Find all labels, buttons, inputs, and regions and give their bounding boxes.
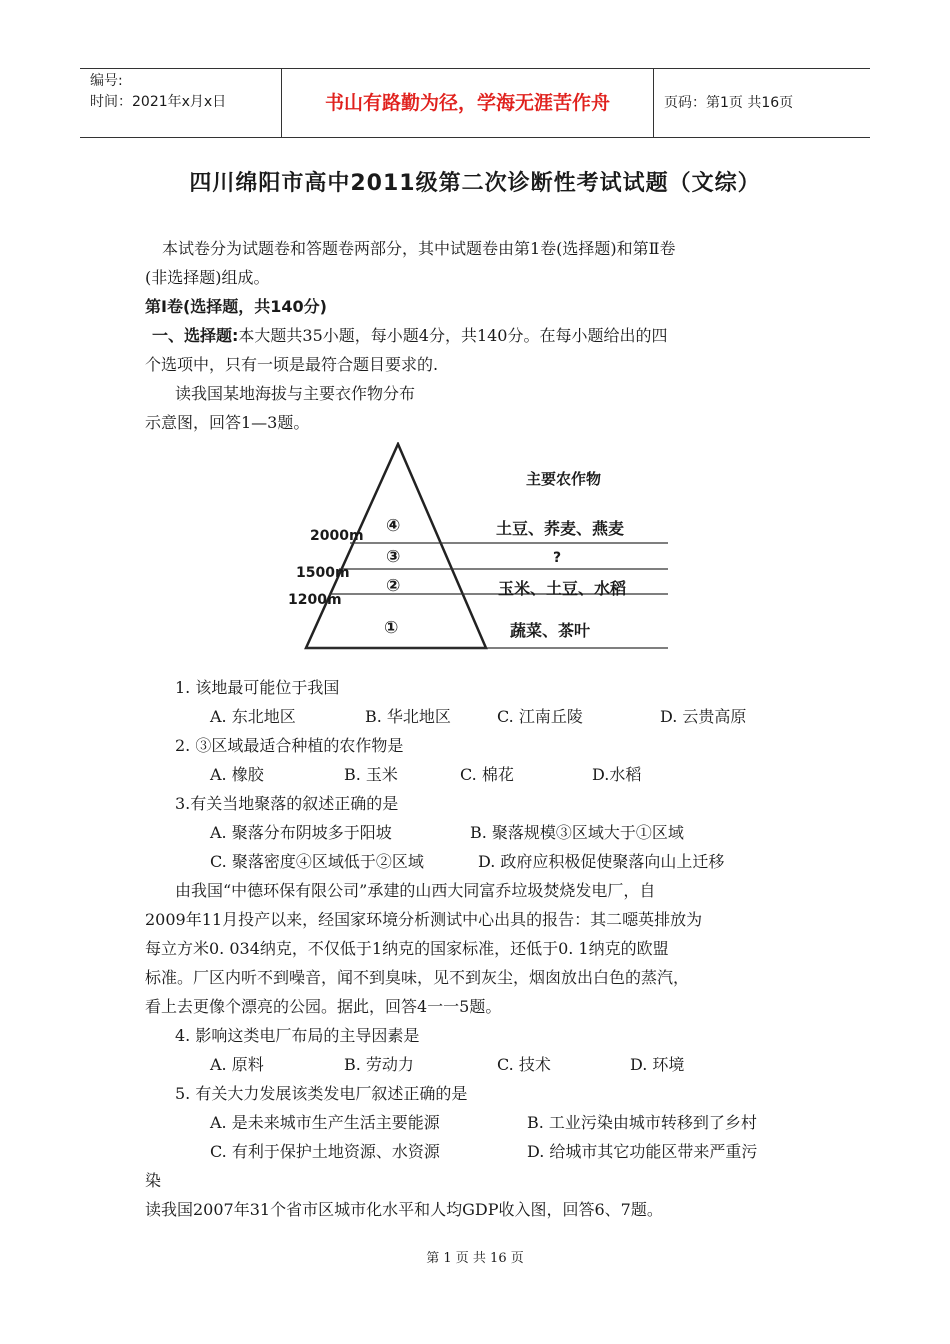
question-2: 2. ③区域最适合种植的农作物是 xyxy=(175,736,404,755)
q5-option-c: C. 有利于保护土地资源、水资源 xyxy=(210,1142,440,1161)
q4-option-b: B. 劳动力 xyxy=(344,1055,414,1074)
zone-3-id: ③ xyxy=(386,547,401,567)
instructions-label: 一、选择题: xyxy=(152,326,239,345)
q5-option-b: B. 工业污染由城市转移到了乡村 xyxy=(527,1113,757,1132)
figure-intro-line-2: 示意图，回答1—3题。 xyxy=(145,413,310,432)
q4-option-d: D. 环境 xyxy=(630,1055,685,1074)
passage-line-1: 由我国“中德环保有限公司”承建的山西大同富乔垃圾焚烧发电厂，自 xyxy=(175,881,656,900)
q2-option-d: D.水稻 xyxy=(592,765,642,784)
passage-line-4: 标准。厂区内听不到噪音，闻不到臭味，见不到灰尘，烟囱放出白色的蒸汽， xyxy=(145,968,690,987)
page-title: 四川绵阳市高中2011级第二次诊断性考试试题（文综） xyxy=(189,171,761,196)
elevation-label-1200: 1200m xyxy=(288,592,342,608)
zone-1-crops: 蔬菜、茶叶 xyxy=(510,621,591,640)
q5-option-a: A. 是未来城市生产生活主要能源 xyxy=(210,1113,440,1132)
q1-option-b: B. 华北地区 xyxy=(365,707,451,726)
header-table xyxy=(80,68,870,138)
q1-option-c: C. 江南丘陵 xyxy=(497,707,583,726)
zone-2-id: ② xyxy=(386,576,401,596)
zone-4-crops: 土豆、荞麦、燕麦 xyxy=(496,519,625,538)
intro-line-2: (非选择题)组成。 xyxy=(145,268,270,287)
motto: 书山有路勤为径，学海无涯苦作舟 xyxy=(282,69,654,137)
zone-3-crops: ? xyxy=(553,550,562,566)
zone-1-id: ① xyxy=(384,618,399,638)
page-footer: 第 1 页 共 16 页 xyxy=(426,1251,524,1266)
q1-option-a: A. 东北地区 xyxy=(210,707,296,726)
instructions-text: 本大题共35小题，每小题4分，共140分。在每小题给出的四 xyxy=(238,326,668,345)
pyramid-diagram xyxy=(288,442,672,660)
question-1: 1. 该地最可能位于我国 xyxy=(175,678,340,697)
elevation-crop-figure xyxy=(288,442,672,660)
section-heading: 第Ⅰ卷(选择题，共140分) xyxy=(145,297,327,316)
figure-intro-line-1: 读我国某地海拔与主要衣作物分布 xyxy=(175,384,416,403)
passage-line-2: 2009年11月投产以来，经国家环境分析测试中心出具的报告：其二噁英排放为 xyxy=(145,910,703,929)
crops-header: 主要农作物 xyxy=(526,470,602,488)
passage-line-5: 看上去更像个漂亮的公园。据此，回答4一一5题。 xyxy=(145,997,502,1016)
question-4: 4. 影响这类电厂布局的主导因素是 xyxy=(175,1026,420,1045)
q1-option-d: D. 云贵高原 xyxy=(660,707,747,726)
number-label: 编号: xyxy=(90,73,123,89)
question-5: 5. 有关大力发展该类发电厂叙述正确的是 xyxy=(175,1084,468,1103)
passage-line-3: 每立方米0. 034纳克，不仅低于1纳克的国家标准，还低于0. 1纳克的欧盟 xyxy=(145,939,669,958)
zone-2-crops: 玉米、土豆、水稻 xyxy=(498,579,627,598)
q2-option-a: A. 橡胶 xyxy=(210,765,264,784)
page-info: 页码：第1页 共16页 xyxy=(664,95,794,111)
q3-option-c: C. 聚落密度④区域低于②区域 xyxy=(210,852,424,871)
header-left-cell xyxy=(80,69,282,137)
intro-line-1: 本试卷分为试题卷和答题卷两部分，其中试题卷由第1卷(选择题)和第Ⅱ卷 xyxy=(162,239,676,258)
q3-option-b: B. 聚落规模③区域大于①区域 xyxy=(470,823,684,842)
instructions-line-1 xyxy=(152,325,668,347)
zone-4-id: ④ xyxy=(386,516,401,536)
q6-intro: 读我国2007年31个省市区城市化水平和人均GDP收入图，回答6、7题。 xyxy=(145,1200,663,1219)
q4-option-c: C. 技术 xyxy=(497,1055,551,1074)
instructions-line-2: 个选项中，只有一顷是最符合题目要求的. xyxy=(145,355,439,374)
q5-option-d-continued: 染 xyxy=(145,1171,162,1190)
question-3: 3.有关当地聚落的叙述正确的是 xyxy=(175,794,399,813)
time-label: 时间：2021年x月x日 xyxy=(90,94,227,110)
q4-option-a: A. 原料 xyxy=(210,1055,264,1074)
q5-option-d: D. 给城市其它功能区带来严重污 xyxy=(527,1142,758,1161)
q2-option-c: C. 棉花 xyxy=(460,765,514,784)
q2-option-b: B. 玉米 xyxy=(344,765,398,784)
elevation-label-1500: 1500m xyxy=(296,565,350,581)
q3-option-a: A. 聚落分布阴坡多于阳坡 xyxy=(210,823,392,842)
elevation-label-2000: 2000m xyxy=(310,528,364,544)
q3-option-d: D. 政府应积极促使聚落向山上迁移 xyxy=(478,852,725,871)
